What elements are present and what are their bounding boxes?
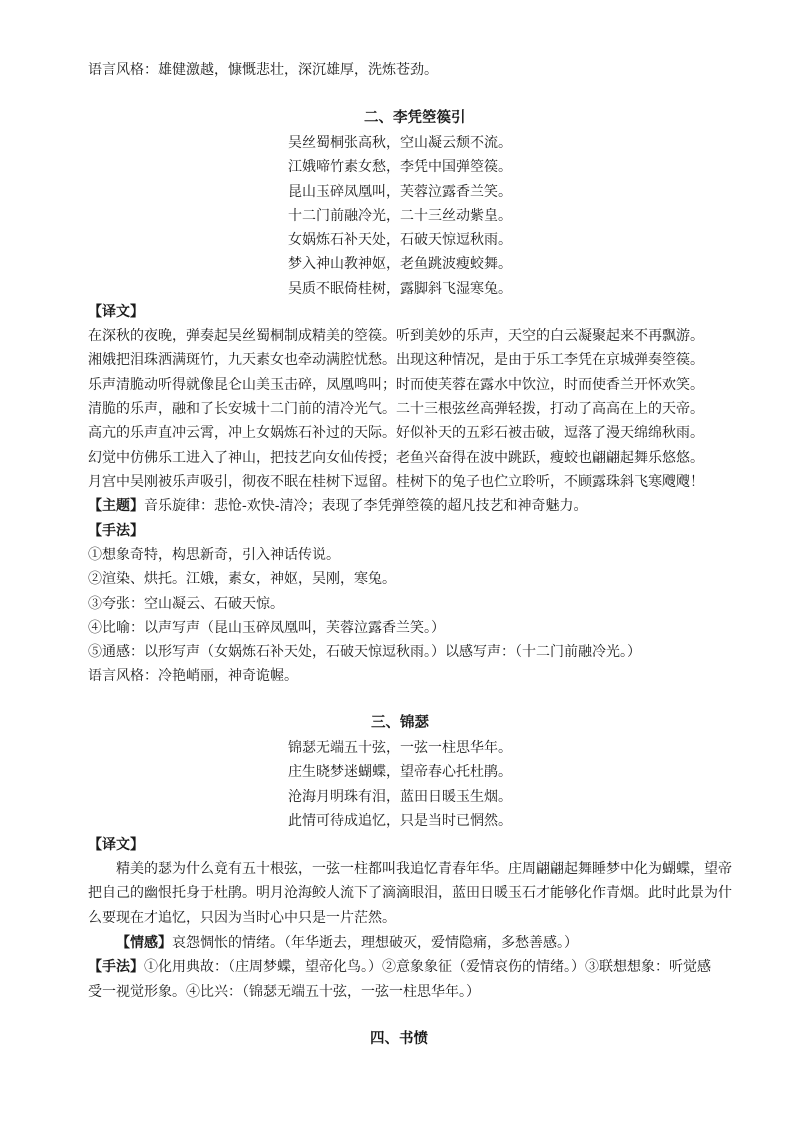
translation-line: 精美的瑟为什么竟有五十根弦，一弦一柱都叫我追忆青春年华。庄周翩翩起舞睡梦中化为蝴蝶，望帝: [116, 861, 732, 877]
translation-line: 清脆的乐声，融和了长安城十二门前的清冷光气。二十三根弦丝高弹轻拨，打动了高高在上的天帝。: [88, 401, 704, 417]
section2-poem: [0, 133, 800, 303]
poem-line: 江娥啼竹素女愁，李凭中国弹箜篌。: [288, 159, 512, 176]
translation-line: 在深秋的夜晚，弹奏起吴丝蜀桐制成精美的箜篌。听到美妙的乐声，天空的白云凝聚起来不再飘游。: [88, 328, 704, 344]
section2-language-style: 语言风格：冷艳峭丽，神奇诡幄。: [88, 668, 298, 684]
poem-line: 吴丝蜀桐张高秋，空山凝云颓不流。: [288, 135, 512, 151]
translation-line: 高亢的乐声直冲云霄，冲上女娲炼石补过的天际。好似补天的五彩石被击破，逗落了漫天绵绵秋雨。: [88, 425, 704, 441]
poem-line: 庄生晓梦迷蝴蝶，望帝春心托杜鹃。: [288, 764, 512, 781]
poem-line: 沧海月明珠有泪，蓝田日暖玉生烟。: [288, 788, 512, 805]
emotion-text: 哀怨惆怅的情绪。（年华逝去，理想破灭，爱情隐痛，多愁善感。）: [172, 935, 578, 951]
section3-poem: [0, 738, 800, 835]
section3-technique: [88, 957, 711, 977]
section3-emotion: [116, 933, 578, 953]
section1-language-style: 语言风格：雄健激越，慷慨悲壮，深沉雄厚，洗炼苍劲。: [88, 62, 438, 78]
theme-label: 【主题】: [88, 498, 144, 514]
poem-line: 吴质不眠倚桂树，露脚斜飞湿寒兔。: [288, 280, 512, 297]
emotion-label: 【情感】: [116, 935, 172, 951]
technique-item: ④比喻：以声写声（昆山玉碎凤凰叫，芙蓉泣露香兰笑。）: [88, 620, 445, 636]
section2-theme: [88, 496, 587, 516]
section4-title: 四、书愤: [370, 1031, 428, 1047]
technique-item: ①想象奇特，构思新奇，引入神话传说。: [88, 547, 340, 563]
technique-item: ③夸张：空山凝云、石破天惊。: [88, 596, 284, 612]
section3-translation-label: 【译文】: [88, 837, 144, 853]
translation-line: 么要现在才追忆，只因为当时心中只是一片茫然。: [88, 910, 396, 926]
translation-line: 湘娥把泪珠洒满斑竹，九天素女也牵动满腔忧愁。出现这种情况，是由于乐工李凭在京城弹奏箜篌。: [88, 352, 704, 368]
technique-text: ①化用典故：（庄周梦蝶，望帝化鸟。）②意象象征（爱情哀伤的情绪。）③联想想象：听觉感: [144, 959, 711, 975]
section2-title: 二、李凭箜篌引: [364, 110, 466, 126]
technique-text-continued: 受一视觉形象。④比兴：（锦瑟无端五十弦，一弦一柱思华年。）: [88, 984, 480, 1000]
theme-text: 音乐旋律：悲怆-欢快-清冷；表现了李凭弹箜篌的超凡技艺和神奇魅力。: [144, 498, 588, 514]
translation-line: 幻觉中仿佛乐工进入了神山，把技艺向女仙传授；老鱼兴奋得在波中跳跃，瘦蛟也翩翩起舞乐悠悠。: [88, 450, 704, 466]
poem-line: 昆山玉碎凤凰叫，芙蓉泣露香兰笑。: [288, 183, 512, 200]
translation-line: 月宫中吴刚被乐声吸引，彻夜不眠在桂树下逗留。桂树下的兔子也伫立聆听，不顾露珠斜飞寒飕飕！: [88, 474, 704, 490]
poem-line: 梦入神山教神妪，老鱼跳波瘦蛟舞。: [288, 256, 512, 273]
technique-item: ②渲染、烘托。江娥，素女，神妪，吴刚，寒兔。: [88, 571, 396, 587]
section3-title: 三、锦瑟: [371, 715, 429, 731]
technique-label: 【手法】: [88, 959, 144, 975]
technique-item: ⑤通感：以形写声（女娲炼石补天处，石破天惊逗秋雨。）以感写声：（十二门前融冷光。）: [88, 644, 641, 660]
translation-line: 把自己的幽恨托身于杜鹃。明月沧海鲛人流下了滴滴眼泪，蓝田日暖玉石才能够化作青烟。此时此景为什: [88, 885, 732, 901]
section2-technique-label: 【手法】: [88, 523, 144, 539]
poem-line: 锦瑟无端五十弦，一弦一柱思华年。: [288, 740, 512, 756]
poem-line: 此情可待成追忆，只是当时已惘然。: [288, 812, 512, 829]
translation-line: 乐声清脆动听得就像昆仑山美玉击碎，凤凰鸣叫；时而使芙蓉在露水中饮泣，时而使香兰开怀欢笑。: [88, 377, 704, 393]
poem-line: 十二门前融冷光，二十三丝动紫皇。: [288, 207, 512, 224]
poem-line: 女娲炼石补天处，石破天惊逗秋雨。: [288, 232, 512, 249]
section2-translation-label: 【译文】: [88, 304, 144, 320]
